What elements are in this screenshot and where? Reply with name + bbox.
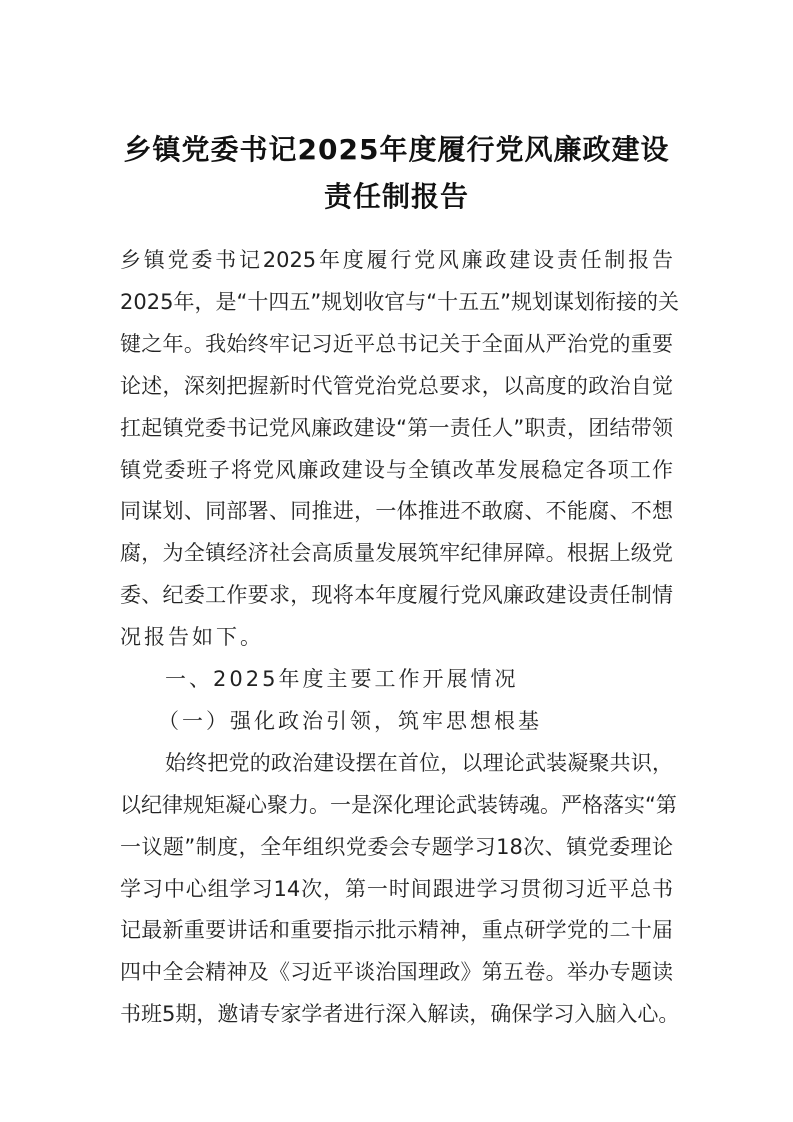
paragraph-line: 书班5期，邀请专家学者进行深入解读，确保学习入脑入心。 <box>120 1002 680 1027</box>
section-heading: （一）强化政治引领，筑牢思想根基 <box>158 708 542 733</box>
paragraph-line: 委、纪委工作要求，现将本年度履行党风廉政建设责任制情 <box>120 583 673 608</box>
paragraph-line: 记最新重要讲话和重要指示批示精神，重点研学党的二十届 <box>120 918 673 943</box>
document-title-line-2: 责任制报告 <box>323 180 469 213</box>
paragraph-line: 始终把党的政治建设摆在首位，以理论武装凝聚共识， <box>165 750 673 775</box>
paragraph-line: 论述，深刻把握新时代管党治党总要求，以高度的政治自觉 <box>120 373 673 398</box>
paragraph-line: 2025年，是“十四五”规划收官与“十五五”规划谋划衔接的关 <box>120 289 679 314</box>
paragraph-line: 以纪律规矩凝心聚力。一是深化理论武装铸魂。严格落实“第 <box>120 792 677 817</box>
document-title-line-1: 乡镇党委书记2025年度履行党风廉政建设 <box>123 133 670 166</box>
paragraph-line: 扛起镇党委书记党风廉政建设“第一责任人”职责，团结带领 <box>120 415 673 440</box>
paragraph-line: 学习中心组学习14次，第一时间跟进学习贯彻习近平总书 <box>120 876 673 901</box>
paragraph-line: 腐，为全镇经济社会高质量发展筑牢纪律屏障。根据上级党 <box>120 541 673 566</box>
paragraph-line: 键之年。我始终牢记习近平总书记关于全面从严治党的重要 <box>120 331 673 356</box>
paragraph-line: 况报告如下。 <box>120 625 264 650</box>
paragraph-line: 四中全会精神及《习近平谈治国理政》第五卷。举办专题读 <box>120 960 673 985</box>
paragraph-line: 一议题”制度，全年组织党委会专题学习18次、镇党委理论 <box>120 834 673 859</box>
paragraph-line: 同谋划、同部署、同推进，一体推进不敢腐、不能腐、不想 <box>120 499 673 524</box>
section-heading: 一、2025年度主要工作开展情况 <box>165 667 519 691</box>
paragraph-line: 镇党委班子将党风廉政建设与全镇改革发展稳定各项工作 <box>120 457 673 482</box>
paragraph-line: 乡镇党委书记2025年度履行党风廉政建设责任制报告 <box>120 248 673 272</box>
